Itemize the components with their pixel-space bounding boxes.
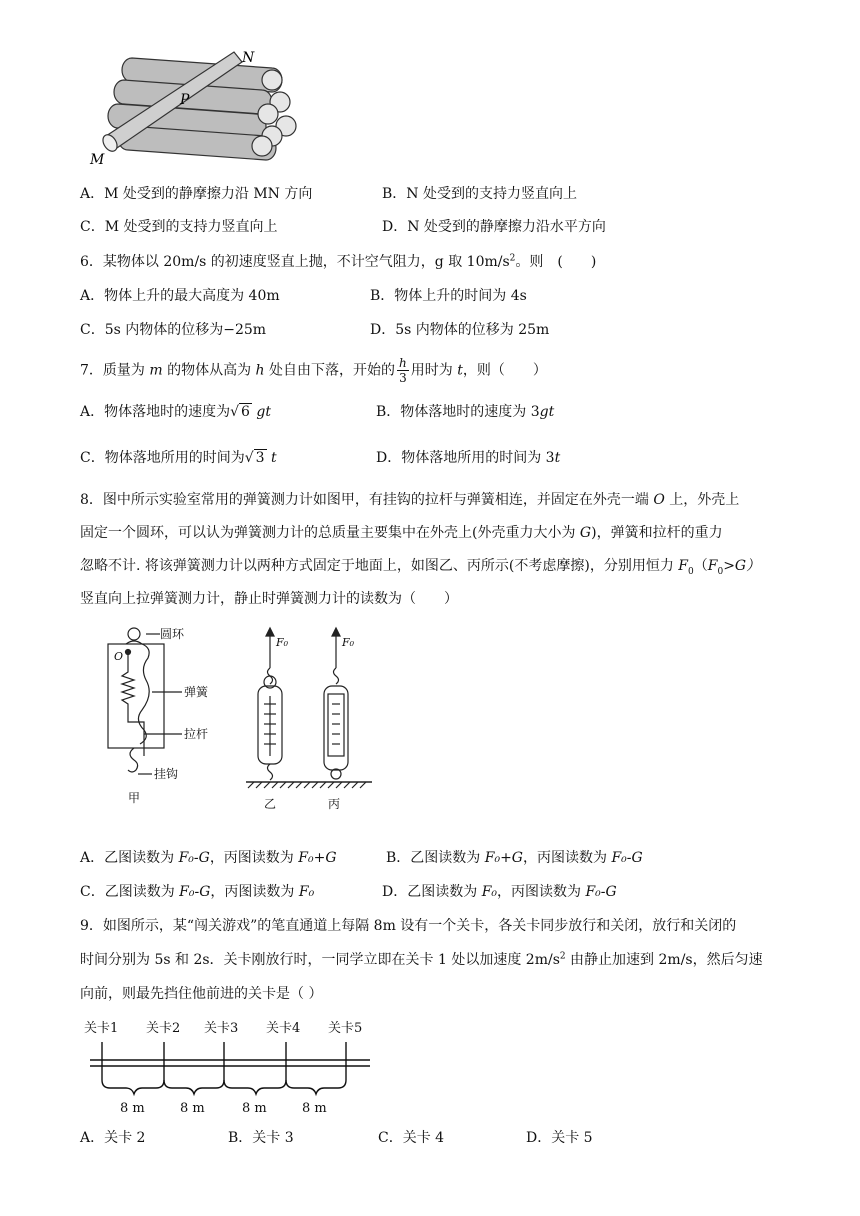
q5-option-c[interactable]: C．M 处受到的支持力竖直向上 — [80, 219, 278, 235]
gate-label: 关卡2 — [146, 1021, 181, 1036]
q8-option-d[interactable]: D．乙图读数为 F₀，丙图读数为 F₀-G — [382, 884, 617, 900]
q6-stem: 6．某物体以 20m/s 的初速度竖直上抛，不计空气阻力，g 取 $10m/s^2$。则 ( ) — [80, 253, 597, 270]
q9-stem-line1: 9．如图所示，某“闯关游戏”的笔直通道上每隔 8m 设有一个关卡，各关卡同步放行和关闭，放行和关闭的 — [80, 918, 737, 934]
q6-option-d[interactable]: D．5s 内物体的位移为 25m — [370, 322, 550, 338]
q5-option-d[interactable]: D．N 处受到的静摩擦力沿水平方向 — [382, 219, 606, 235]
label-f0-bing: F₀ — [342, 636, 355, 649]
q8-stem-line3: 忽略不计. 将该弹簧测力计以两种方式固定于地面上，如图乙、丙所示(不考虑摩擦)，分别用恒力 $F_0(F_0>G)$ — [80, 558, 761, 577]
q9-option-a[interactable]: A．关卡 2 — [80, 1130, 146, 1146]
gate-label: 关卡5 — [328, 1021, 363, 1036]
label-bing: 丙 — [328, 797, 341, 811]
q7-option-d[interactable]: D．物体落地所用的时间为 3t — [376, 450, 561, 466]
gap-label: 8 m — [242, 1101, 267, 1116]
gap-label: 8 m — [120, 1101, 145, 1116]
q7-stem: 7．质量为 m 的物体从高为 h 处自由下落，开始的 $\frac{h}{3}$ 用时为 t，则（ ） — [80, 356, 547, 385]
q9-option-c[interactable]: C．关卡 4 — [378, 1130, 445, 1146]
label-hook: 挂钩 — [154, 767, 179, 781]
label-n: N — [242, 50, 255, 66]
label-f0-yi: F₀ — [276, 636, 289, 649]
gate-label: 关卡4 — [266, 1021, 301, 1036]
q5-option-b[interactable]: B．N 处受到的支持力竖直向上 — [382, 186, 577, 202]
gap-label: 8 m — [180, 1101, 205, 1116]
label-ring: 圆环 — [160, 627, 185, 641]
q7-option-b[interactable]: B．物体落地时的速度为 3gt — [376, 404, 555, 420]
q9-option-b[interactable]: B．关卡 3 — [228, 1130, 294, 1146]
gates-figure — [80, 1018, 380, 1118]
label-spring: 弹簧 — [184, 685, 209, 699]
gap-label: 8 m — [302, 1101, 327, 1116]
label-o: O — [114, 650, 124, 663]
spring-scale-figure — [96, 624, 386, 820]
label-jia: 甲 — [128, 791, 141, 805]
label-p: P — [180, 92, 190, 108]
q8-stem-line1: 8．图中所示实验室常用的弹簧测力计如图甲，有挂钩的拉杆与弹簧相连，并固定在外壳一端 O 上，外壳上 — [80, 492, 740, 508]
q8-stem-line2: 固定一个圆环，可以认为弹簧测力计的总质量主要集中在外壳上(外壳重力大小为 G)，弹簧和拉杆的重力 — [80, 525, 723, 541]
q6-option-b[interactable]: B．物体上升的时间为 4s — [370, 288, 527, 304]
gate-label: 关卡3 — [204, 1021, 239, 1036]
label-yi: 乙 — [264, 797, 277, 811]
q9-option-d[interactable]: D．关卡 5 — [526, 1130, 593, 1146]
q8-option-b[interactable]: B．乙图读数为 F₀+G，丙图读数为 F₀-G — [386, 850, 643, 866]
q8-option-c[interactable]: C．乙图读数为 F₀-G，丙图读数为 F₀ — [80, 884, 315, 900]
q7-option-a[interactable]: A．物体落地时的速度为√ 6 gt — [80, 404, 272, 420]
logs-figure — [84, 46, 300, 168]
gate-label: 关卡1 — [84, 1021, 119, 1036]
q8-option-a[interactable]: A．乙图读数为 F₀-G，丙图读数为 F₀+G — [80, 850, 337, 866]
q9-stem-line2: 时间分别为 5s 和 2s．关卡刚放行时，一同学立即在关卡 1 处以加速度 $2m/s^2$ 由静止加速到 2m/s，然后匀速 — [80, 951, 763, 968]
label-rod: 拉杆 — [184, 727, 209, 741]
q8-stem-line4: 竖直向上拉弹簧测力计，静止时弹簧测力计的读数为（ ） — [80, 591, 458, 607]
fraction-h-over-3: $\frac{h}{3}$ — [399, 356, 407, 385]
q6-option-c[interactable]: C．5s 内物体的位移为−25m — [80, 322, 267, 338]
q6-option-a[interactable]: A．物体上升的最大高度为 40m — [80, 288, 280, 304]
q7-option-c[interactable]: C．物体落地所用的时间为√ 3 t — [80, 450, 277, 466]
q5-option-a[interactable]: A．M 处受到的静摩擦力沿 MN 方向 — [80, 186, 313, 202]
sqrt-symbol: √ 3 — [244, 450, 265, 466]
q9-stem-line3: 向前，则最先挡住他前进的关卡是（ ） — [80, 986, 323, 1002]
sqrt-symbol: √ 6 — [230, 404, 250, 420]
label-m: M — [90, 152, 105, 168]
